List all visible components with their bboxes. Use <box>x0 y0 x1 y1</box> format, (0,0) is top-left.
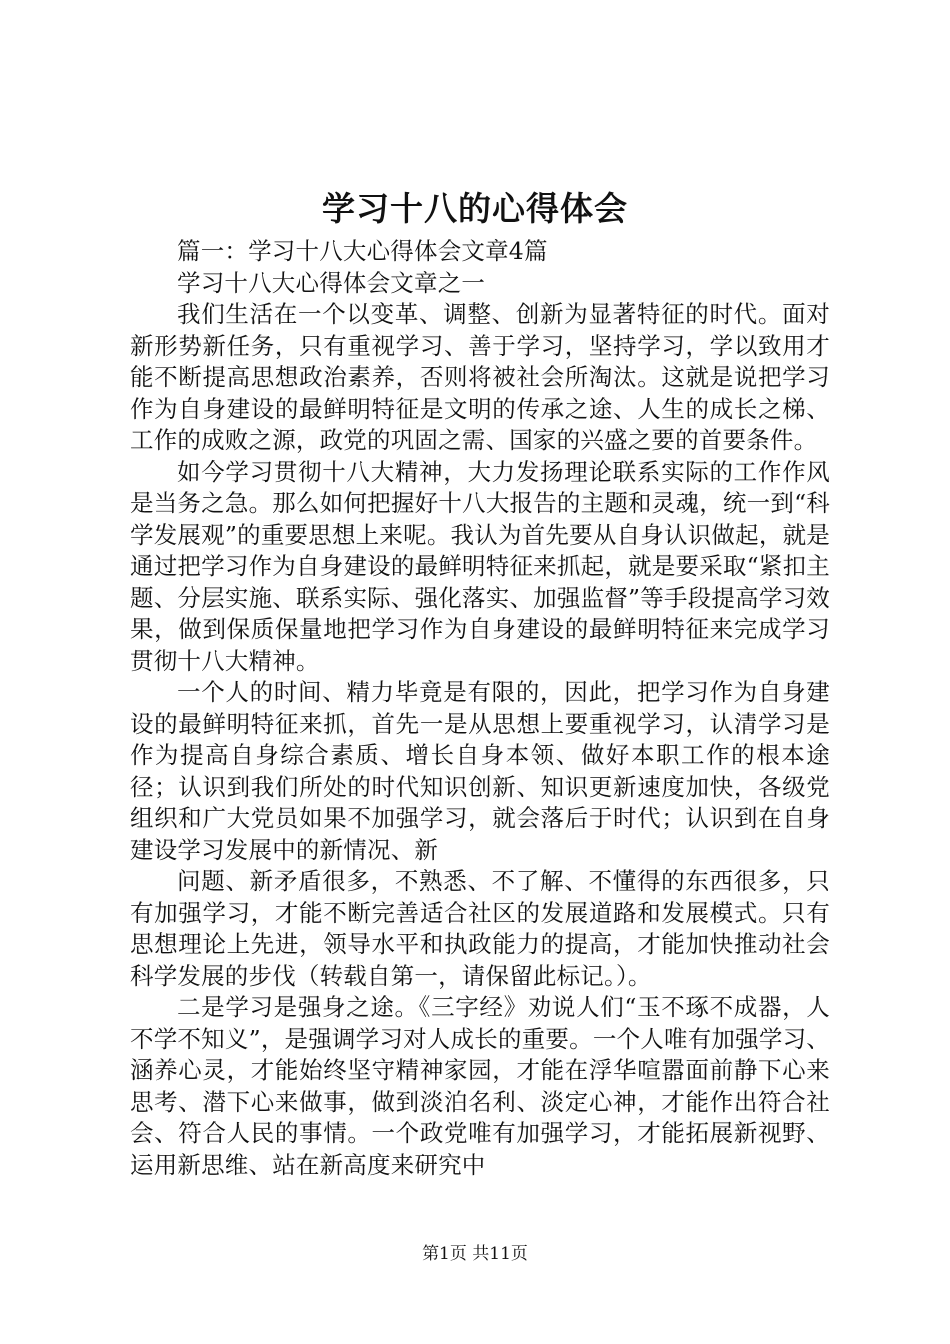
paragraph-article-subtitle: 学习十八大心得体会文章之一 <box>177 268 486 297</box>
document-title: 学习十八的心得体会 <box>322 189 628 228</box>
paragraph: 如今学习贯彻十八大精神，大力发扬理论联系实际的工作作风是当务之急。那么如何把握好十八大报告的主题和灵魂，统一到“科学发展观”的重要思想上来呢。我认为首先要从自身认识做起，就是通过把学习作为自身建设的最鲜明特征来抓起，就是要采取“紧扣主题、分层实施、联系实际、强化落实、加强监督”等手段提高学习效果，做到保质保量地把学习作为自身建设的最鲜明特征来完成学习贯彻十八大精神。 <box>130 457 830 675</box>
paragraph: 我们生活在一个以变革、调整、创新为显著特征的时代。面对新形势新任务，只有重视学习、善于学习，坚持学习，学以致用才能不断提高思想政治素养，否则将被社会所淘汰。这就是说把学习作为自身建设的最鲜明特征是文明的传承之途、人生的成长之梯、工作的成败之源，政党的巩固之需、国家的兴盛之要的首要条件。 <box>130 300 830 454</box>
paragraph-section-heading: 篇一：学习十八大心得体会文章4篇 <box>177 237 548 265</box>
document-body <box>130 236 830 1181</box>
paragraph: 一个人的时间、精力毕竟是有限的，因此，把学习作为自身建设的最鲜明特征来抓，首先一是从思想上要重视学习，认清学习是作为提高自身综合素质、增长自身本领、做好本职工作的根本途径；认识到我们所处的时代知识创新、知识更新速度加快，各级党组织和广大党员如果不加强学习，就会落后于时代；认识到在自身建设学习发展中的新情况、新 <box>130 678 830 864</box>
paragraph: 问题、新矛盾很多，不熟悉、不了解、不懂得的东西很多，只有加强学习，才能不断完善适合社区的发展道路和发展模式。只有思想理论上先进，领导水平和执政能力的提高，才能加快推动社会科学发展的步伐（转载自第一，请保留此标记。）。 <box>130 867 830 990</box>
page-number-footer: 第1页 共11页 <box>422 1244 528 1264</box>
paragraph: 二是学习是强身之途。《三字经》劝说人们“玉不琢不成器，人不学不知义”，是强调学习对人成长的重要。一个人唯有加强学习、涵养心灵，才能始终坚守精神家园，才能在浮华喧嚣面前静下心来思考、潜下心来做事，做到淡泊名利、淡定心神，才能作出符合社会、符合人民的事情。一个政党唯有加强学习，才能拓展新视野、运用新思维、站在新高度来研究中 <box>130 993 830 1179</box>
